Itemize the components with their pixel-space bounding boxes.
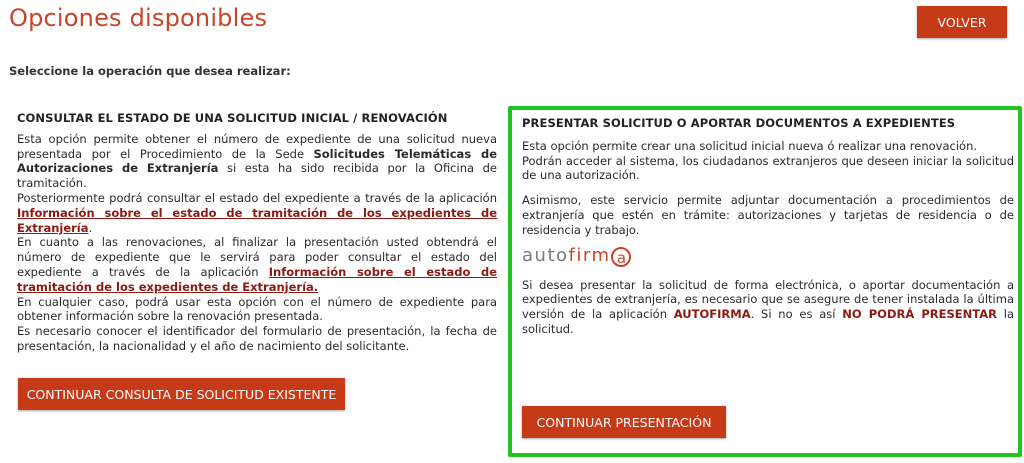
page-title: Opciones disponibles: [9, 4, 268, 32]
info-estado-link-1[interactable]: Información sobre el estado de tramitación de los expedientes de Extranjería: [17, 205, 497, 235]
autofirma-at-icon: a: [611, 247, 631, 267]
presentar-text: . Si no es así: [750, 307, 843, 322]
sede-name: Solicitudes Telemáticas de Autorizaciones de Extranjería: [17, 146, 498, 176]
presentar-paragraph-3: Asimismo, este servicio permite adjuntar documentación a procedimientos de extranjería que estén en trámite: autorizaciones y tarjetas de residencia o de residencia y trabajo.: [522, 193, 1014, 237]
presentar-panel-title: PRESENTAR SOLICITUD O APORTAR DOCUMENTOS A EXPEDIENTES: [522, 116, 956, 130]
presentar-paragraph-4: [522, 278, 1014, 337]
consultar-text: si esta ha sido recibida por la Oficina de tramitación.: [17, 161, 497, 191]
consultar-paragraph-4: En cualquier caso, podrá usar esta opción con el número de expediente para obtener información sobre la renovación presentada.: [17, 294, 497, 324]
consultar-text: Esta opción permite obtener el número de expediente de una solicitud nueva presentada por el Procedimiento de la Sede: [17, 131, 497, 161]
presentar-panel: [508, 106, 1022, 457]
presentar-paragraph-1: Esta opción permite crear una solicitud inicial nueva ó realizar una renovación.: [522, 138, 978, 153]
consultar-paragraph-1: [17, 132, 497, 191]
consultar-paragraph-2: [17, 191, 497, 235]
presentar-paragraph-2: Podrán acceder al sistema, los ciudadanos extranjeros que deseen iniciar la solicitud de una autorización.: [522, 153, 1014, 183]
autofirma-logo-text: auto: [522, 245, 569, 267]
continuar-presentacion-button[interactable]: CONTINUAR PRESENTACIÓN: [522, 406, 726, 438]
consultar-panel-title: CONSULTAR EL ESTADO DE UNA SOLICITUD INICIAL / RENOVACIÓN: [17, 111, 448, 125]
consultar-text: Posteriormente podrá consultar el estado del expediente a través de la aplicación: [17, 190, 497, 205]
warning-text: NO PODRÁ PRESENTAR: [842, 307, 997, 322]
autofirma-logo-text: firm: [568, 245, 611, 267]
info-estado-link-2[interactable]: Información sobre el estado de tramitación de los expedientes de Extranjería.: [17, 264, 497, 294]
consultar-paragraph-3: [17, 235, 497, 294]
consultar-panel: [17, 111, 497, 354]
volver-button[interactable]: VOLVER: [917, 6, 1007, 38]
consultar-text: .: [88, 220, 93, 235]
page-subtitle: Seleccione la operación que desea realizar:: [9, 64, 291, 78]
presentar-text: la solicitud.: [522, 307, 1014, 336]
presentar-text: Si desea presentar la solicitud de forma electrónica, o aportar documentación a expedientes de extranjería, es necesario que se asegure de tener instalada la última versión de la aplicación: [522, 277, 1014, 322]
autofirma-logo: [522, 246, 1014, 268]
continuar-consulta-button[interactable]: CONTINUAR CONSULTA DE SOLICITUD EXISTENTE: [18, 378, 345, 410]
autofirma-name: AUTOFIRMA: [673, 307, 751, 322]
consultar-text: En cuanto a las renovaciones, al finalizar la presentación usted obtendrá el número de expediente que le servirá para poder consultar el estado del expediente a través de la aplicación: [17, 235, 497, 279]
consultar-paragraph-5: Es necesario conocer el identificador del formulario de presentación, la fecha de presentación, la nacionalidad y el año de nacimiento del solicitante.: [17, 324, 497, 353]
